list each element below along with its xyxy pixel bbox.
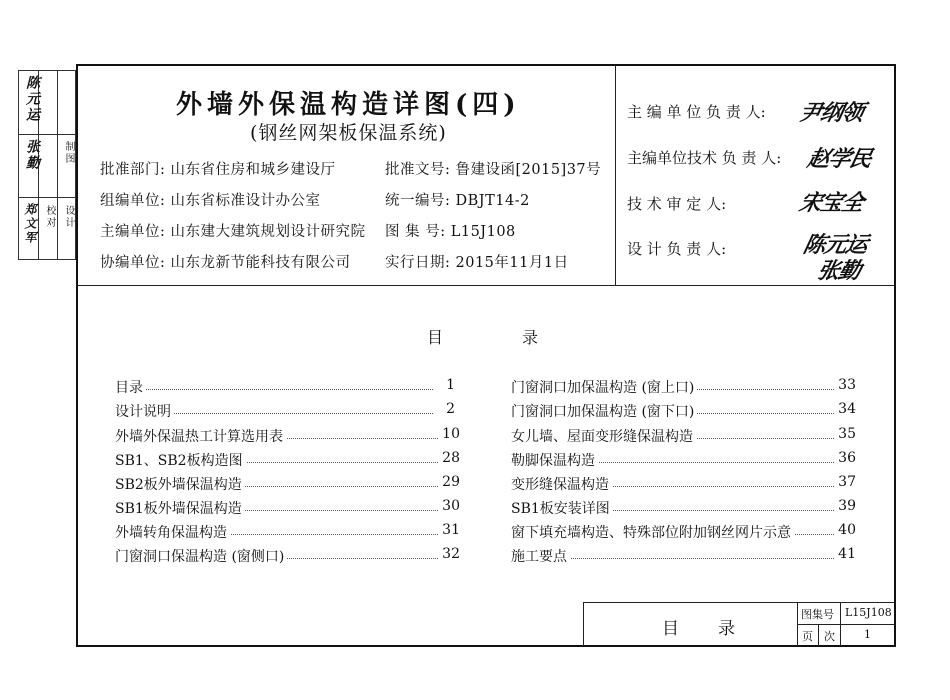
toc-heading-left: 目 bbox=[427, 328, 444, 347]
unified-number: 统一编号: DBJT14-2 bbox=[385, 193, 530, 209]
title-block-top-line bbox=[583, 602, 895, 603]
co-editor-unit: 协编单位: 山东龙新节能科技有限公司 bbox=[100, 255, 351, 271]
page-subtitle: (钢丝网架板保温系统) bbox=[250, 122, 447, 144]
toc-heading-right: 录 bbox=[522, 328, 539, 347]
design-leader-signature-2: 张勤 bbox=[814, 259, 863, 284]
page-number-value: 1 bbox=[864, 628, 871, 641]
stamp-signature-1: 陈元运 bbox=[24, 75, 40, 123]
toc-item[interactable]: 外墙转角保温构造 31 bbox=[115, 522, 460, 541]
toc-item[interactable]: 门窗洞口加保温构造 (窗上口) 33 bbox=[511, 377, 856, 396]
atlas-number: 图 集 号: L15J108 bbox=[385, 224, 516, 240]
side-approval-stamp bbox=[18, 70, 76, 260]
atlas-number-value: L15J108 bbox=[845, 606, 892, 619]
header-divider bbox=[77, 285, 895, 286]
page-label-1: 页 bbox=[802, 630, 813, 643]
toc-item[interactable]: 女儿墙、屋面变形缝保温构造 35 bbox=[511, 426, 856, 445]
toc-item[interactable]: 勒脚保温构造 36 bbox=[511, 450, 856, 469]
title-block-name-left: 目 bbox=[662, 619, 679, 639]
toc-item[interactable]: SB2板外墙保温构造 29 bbox=[115, 474, 460, 493]
title-block-left-line bbox=[583, 602, 584, 646]
stamp-label-design: 设计 bbox=[63, 205, 74, 229]
toc-item[interactable]: SB1板安装详图 39 bbox=[511, 498, 856, 517]
toc-item[interactable]: 门窗洞口加保温构造 (窗下口) 34 bbox=[511, 401, 856, 420]
technical-reviewer-label: 技 术 审 定 人: bbox=[627, 195, 727, 213]
page-title: 外墙外保温构造详图(四) bbox=[176, 90, 521, 120]
chief-editor-unit: 主编单位: 山东建大建筑规划设计研究院 bbox=[100, 224, 366, 240]
atlas-number-label: 图集号 bbox=[801, 608, 834, 621]
chief-unit-leader-signature: 尹纲领 bbox=[796, 101, 866, 126]
toc-item[interactable]: 变形缝保温构造 37 bbox=[511, 474, 856, 493]
effective-date: 实行日期: 2015年11月1日 bbox=[385, 255, 569, 271]
header-vertical-divider bbox=[615, 65, 616, 285]
approval-number: 批准文号: 鲁建设函[2015]37号 bbox=[385, 162, 602, 178]
stamp-label-draw: 制图 bbox=[63, 141, 74, 165]
toc-item[interactable]: 施工要点 41 bbox=[511, 546, 856, 565]
page-label-2: 次 bbox=[824, 630, 835, 643]
stamp-signature-2: 张勤 bbox=[24, 139, 40, 171]
toc-item[interactable]: 目录 1 bbox=[115, 377, 455, 396]
title-block-name-right: 录 bbox=[718, 619, 735, 639]
design-leader-label: 设 计 负 责 人: bbox=[627, 240, 727, 258]
toc-item[interactable]: 外墙外保温热工计算选用表 10 bbox=[115, 426, 460, 445]
compiling-unit: 组编单位: 山东省标准设计办公室 bbox=[100, 193, 321, 209]
toc-item[interactable]: 设计说明 2 bbox=[115, 401, 455, 420]
toc-item[interactable]: SB1、SB2板构造图 28 bbox=[115, 450, 460, 469]
title-block-row-line bbox=[797, 624, 895, 625]
title-block-page-sub-line bbox=[818, 625, 819, 646]
chief-unit-leader-label: 主 编 单 位 负 责 人: bbox=[627, 103, 766, 121]
toc-item[interactable]: 门窗洞口保温构造 (窗侧口) 32 bbox=[115, 546, 460, 565]
technical-reviewer-signature: 宋宝全 bbox=[796, 191, 866, 216]
stamp-signature-3: 郑文军 bbox=[23, 203, 37, 245]
approval-department: 批准部门: 山东省住房和城乡建设厅 bbox=[100, 162, 336, 178]
chief-tech-leader-label: 主编单位技术 负 责 人: bbox=[627, 149, 782, 167]
toc-item[interactable]: SB1板外墙保温构造 30 bbox=[115, 498, 460, 517]
design-leader-signature: 陈元运 bbox=[800, 233, 870, 258]
stamp-label-check: 校对 bbox=[44, 205, 55, 229]
toc-item[interactable]: 窗下填充墙构造、特殊部位附加钢丝网片示意 40 bbox=[511, 522, 856, 541]
chief-tech-leader-signature: 赵学民 bbox=[804, 147, 874, 172]
